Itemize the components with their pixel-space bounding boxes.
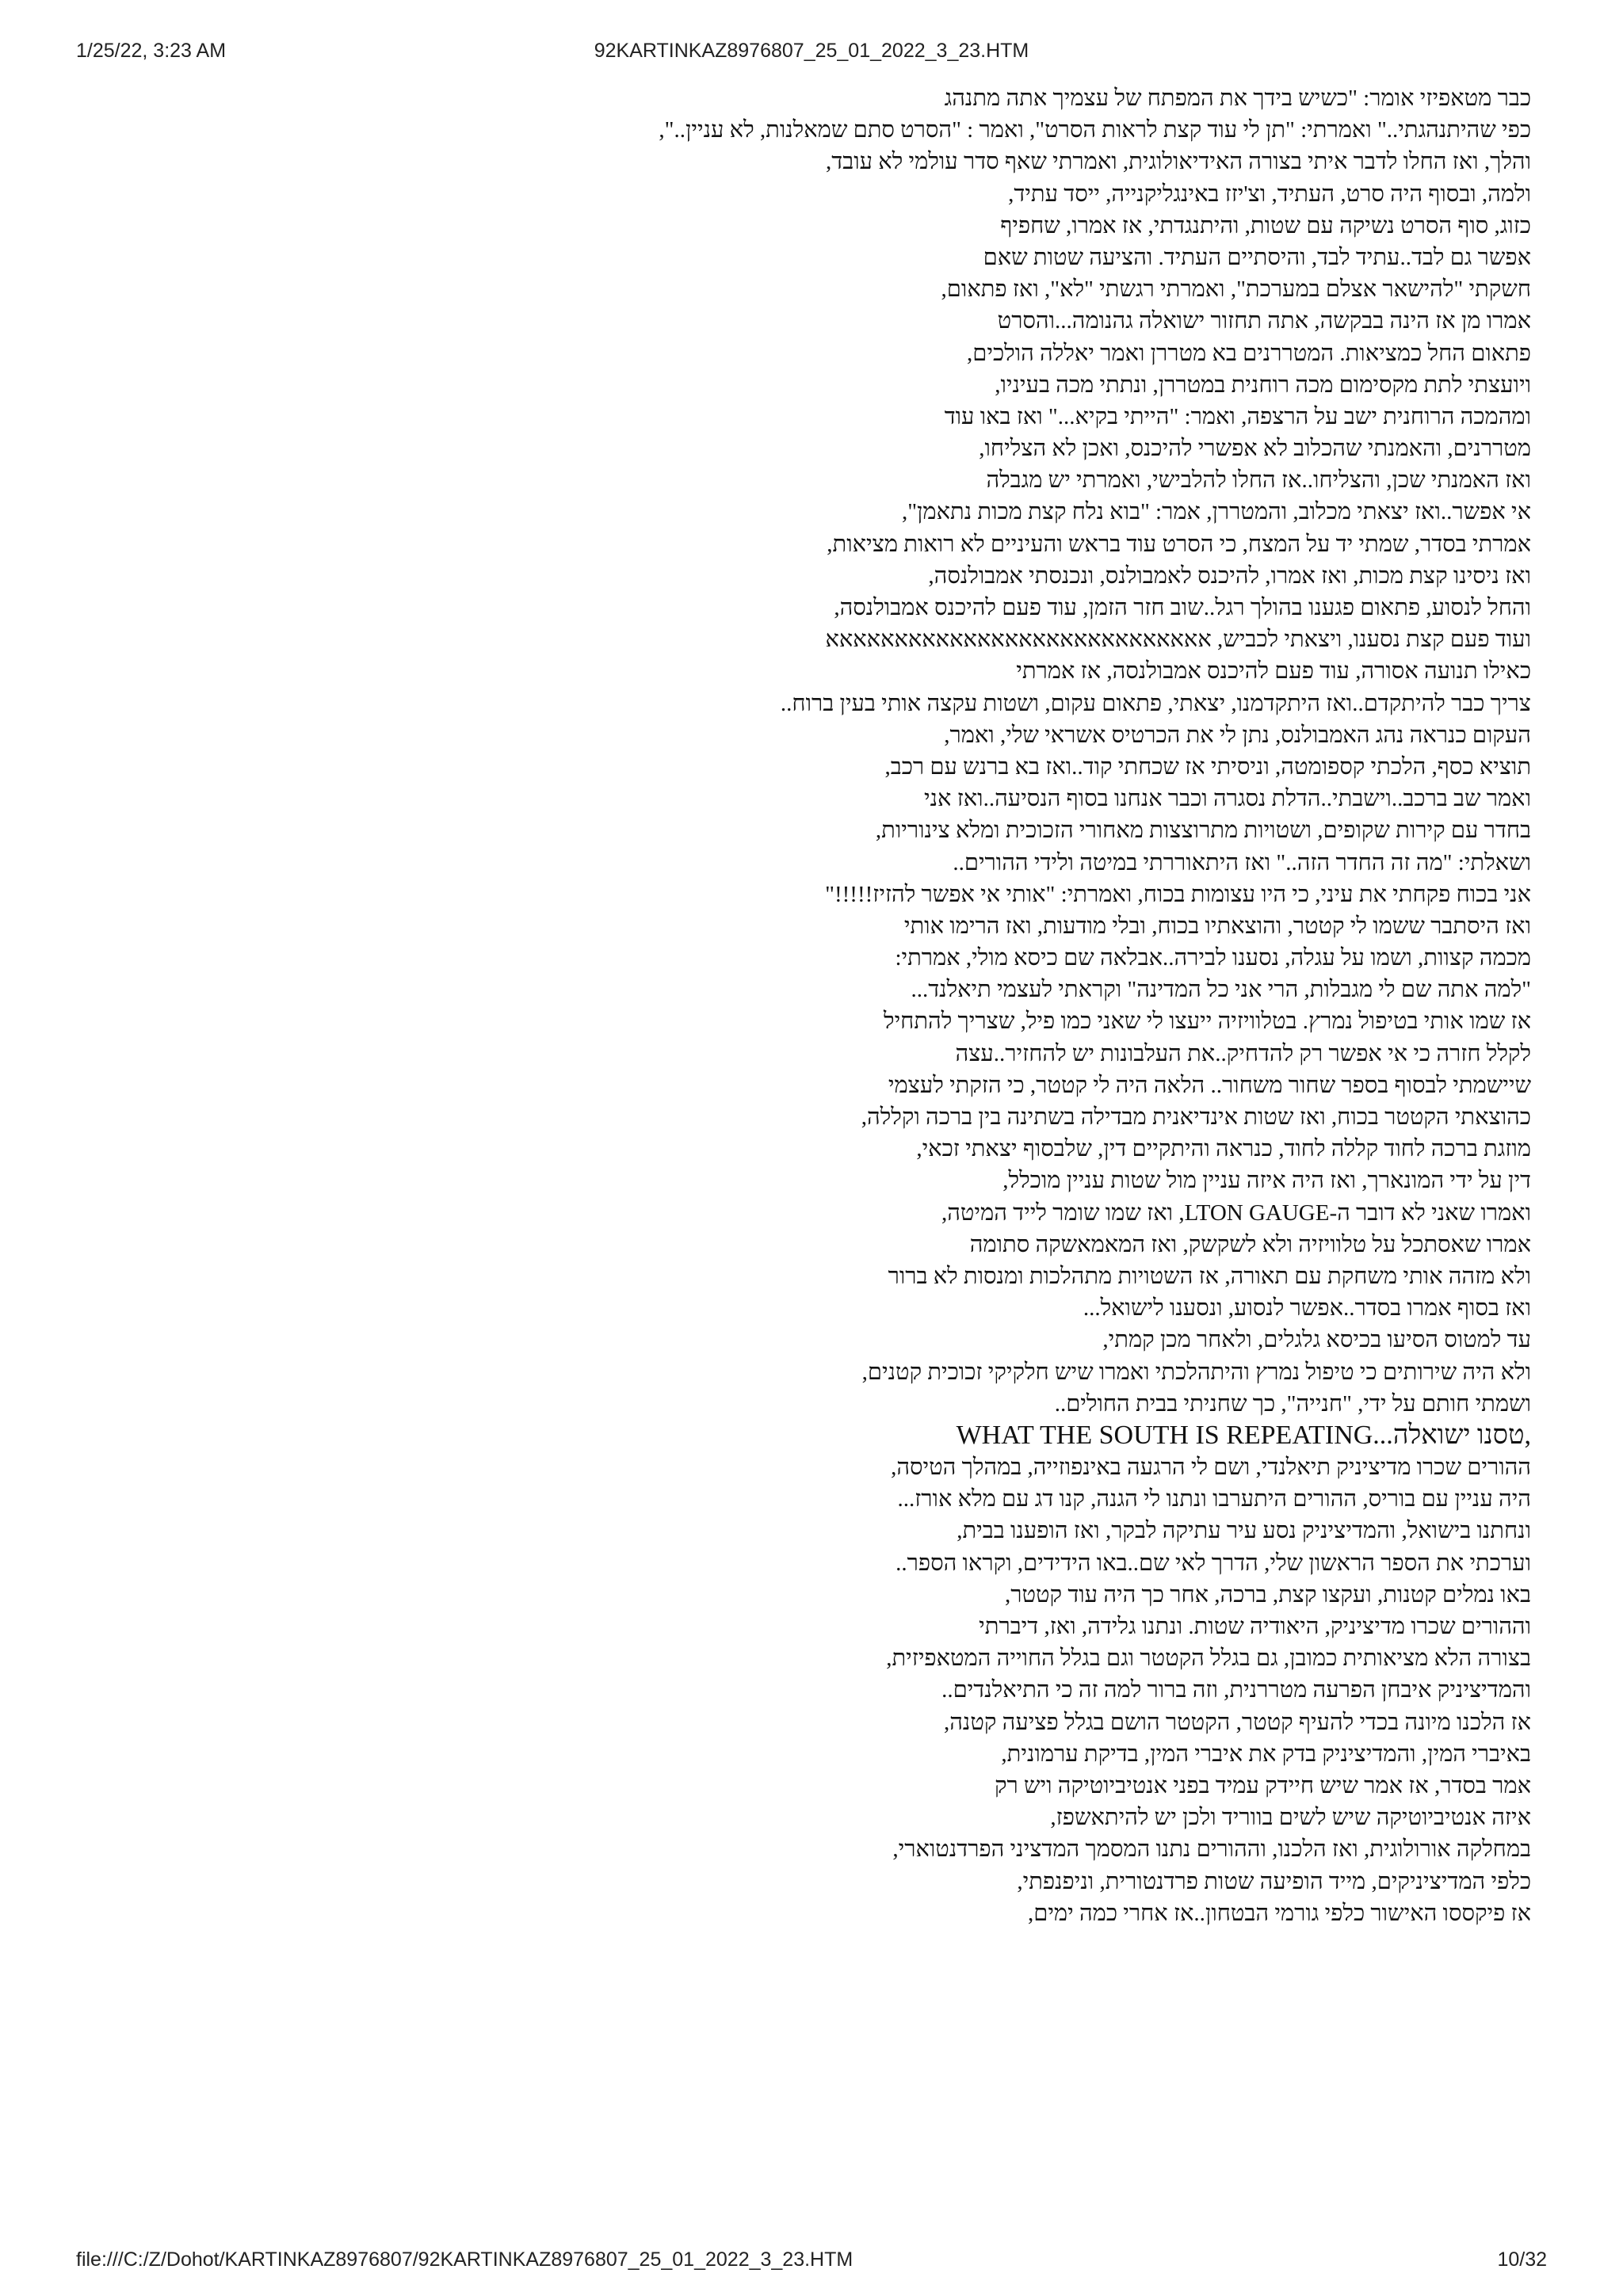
text-line: בחדר עם קירות שקופים, ושטויות מתרוצצות מאחורי הזכוכית ומלא צינוריות, (875, 818, 1531, 844)
print-header (76, 40, 1547, 71)
print-date: 1/25/22, 3:23 AM (76, 40, 227, 62)
text-line: והחל לנסוע, פתאום פגענו בהולך רגל..שוב חזר הזמן, עוד פעם להיכנס אמבולנסה, (834, 595, 1531, 620)
text-line: צריך כבר להיתקדם..ואז היתקדמנו, יצאתי, פתאום עקום, ושטות עקצה אותי בעין ברוח.. (780, 690, 1531, 716)
text-line: ונחתנו בישואל, והמדיציניק נסע עיר עתיקה לבקר, ואז הופענו בבית, (957, 1518, 1531, 1544)
text-line: ואז ניסינו קצת מכות, ואז אמרו, להיכנס לאמבולנס, ונכנסתי אמבולנסה, (928, 563, 1531, 589)
document-body (95, 82, 1531, 2229)
text-line: ולא מזהה אותי משחקת עם תאורה, אז השטויות מתהלכות ומנסות לא ברור (888, 1263, 1531, 1289)
text-line: ואמרו שאני לא דובר ה-LTON GAUGE, ואז שמו שומר לייד המיטה, (941, 1199, 1531, 1226)
text-line: והלך, ואז החלו לדבר איתי בצורה האידיאולוגית, ואמרתי שאף סדר עולמי לא עובד, (826, 149, 1531, 175)
text-line: וערכתי את הספר הראשון שלי, הדרך לאי שם..באו הידידים, וקראו הספר.. (896, 1550, 1531, 1576)
text-line: אמרתי בסדר, שמתי יד על המצח, כי הסרט עוד בראש והעיניים לא רואות מציאות, (827, 531, 1531, 557)
text-line: כזוג, סוף הסרט נשיקה עם שטות, והיתנגדתי, אז אמרו, שחפיף (1000, 212, 1531, 238)
text-line: כאילו תנועה אסורה, עוד פעם להיכנס אמבולנסה, אז אמרתי (1016, 658, 1531, 685)
text-line: ואז בסוף אמרו בסדר..אפשר לנסוע, ונסענו לישואל... (1083, 1295, 1531, 1322)
text-line: העקום כנראה נהג האמבולנס, נתן לי את הכרטיס אשראי שלי, ואמר, (944, 722, 1531, 748)
text-line: בצורה הלא מציאותית כמובן, גם בגלל הקטטר וגם בגלל החוייה המטאפיזית, (886, 1646, 1531, 1672)
text-line: מטררנים, והאמנתי שהכלוב לא אפשרי להיכנס, ואכן לא הצליחו, (979, 436, 1531, 462)
text-line: אז הלכנו מיונה בכדי להעיף קטטר, הקטטר הושם בגלל פציעה קטנה, (944, 1709, 1531, 1735)
text-line: WHAT THE SOUTH IS REPEATING...טסנו ישואלה, (956, 1420, 1531, 1450)
page-number: 10/32 (1497, 2248, 1547, 2271)
text-line: ולמה, ובסוף היה סרט, העתיד, וצ'יזז באינגליקנייה, ייסד עתיד, (1008, 181, 1531, 207)
text-lines (95, 82, 1531, 1929)
text-line: מכמה קצוות, ושמו על עגלה, נסענו לבירה..אבלאה שם כיסא מולי, אמרתי: (895, 945, 1531, 971)
text-line: אי אפשר..ואז יצאתי מכלוב, והמטררן, אמר: "בוא נלח קצת מכות נתאמן", (901, 499, 1531, 525)
text-line: כלפי המדיציניקים, מייד הופיעה שטות פרדנטורית, וניפנפתי, (1017, 1868, 1531, 1894)
text-line: תוציא כסף, הלכתי קספומטה, וניסיתי אז שכחתי קוד..ואז בא ברנש עם רכב, (884, 753, 1531, 780)
text-line: כבר מטאפיזי אומר: "כשיש בידך את המפתח של עצמיך אתה מתנהג (944, 86, 1531, 111)
text-line: ההורים שכרו מדיציניק תיאלנדי, ושם לי הרגעה באינפוזייה, במהלך הטיסה, (891, 1455, 1531, 1481)
text-line: חשקתי "להישאר אצלם במערכת", ואמרתי רגשתי "לא", ואז פתאום, (941, 277, 1531, 303)
text-line: עד למטוס הסיעו בכיסא גלגלים, ולאחר מכן קמתי, (1102, 1327, 1531, 1353)
text-line: אמרו מן אז הינה בבקשה, אתה תחזור ישואלה גהנומה...והסרט (997, 308, 1531, 334)
text-line: ומהמכה הרוחנית ישב על הרצפה, ואמר: "הייתי בקיא..." ואז באו עוד (944, 403, 1531, 429)
text-line: לקלל חזרה כי אי אפשר רק להדחיק..את העלבונות יש להחזיר..עצה (955, 1040, 1531, 1066)
text-line: ויועצתי לתת מקסימום מכה רוחנית במטררן, ונתתי מכה בעיניו, (995, 372, 1531, 398)
file-url: file:///C:/Z/Dohot/KARTINKAZ8976807/92KARTINKAZ8976807_25_01_2022_3_23.HTM (76, 2248, 854, 2271)
text-line: באיברי המין, והמדיציניק בדק את איברי המין, בדיקת ערמונית, (1001, 1741, 1531, 1767)
text-line: ועוד פעם קצת נסענו, ויצאתי לכביש, אאאאאאאאאאאאאאאאאאאאאאאאאאאא (825, 627, 1531, 653)
text-line: אז שמו אותי בטיפול נמרץ. בטלוויזיה ייעצו לי שאני כמו פיל, שצריך להתחיל (884, 1009, 1531, 1035)
text-line: אפשר גם לבד..עתיד לבד, והיסתיים העתיד. והציעה שטות שאם (983, 244, 1531, 270)
text-line: כהוצאתי הקטטר בכוח, ואז שטות אינדיאנית מבדילה בשתינה בין ברכה וקללה, (861, 1104, 1531, 1130)
text-line: כפי שהיתנהגתי.." ואמרתי: "תן לי עוד קצת לראות הסרט", ואמר : "הסרט סתם שמאלנות, לא עניין..", (659, 117, 1531, 143)
print-title: 92KARTINKAZ8976807_25_01_2022_3_23.HTM (594, 40, 1029, 62)
text-line: מוזגת ברכה לחוד קללה לחוד, כנראה והיתקיים דין, שלבסוף יצאתי זכאי, (916, 1136, 1531, 1162)
text-line: "למה אתה שם לי מגבלות, הרי אני כל המדינה" וקראתי לעצמי תיאלנד... (911, 977, 1531, 1003)
text-line: וההורים שכרו מדיציניק, היאודיה שטות. ונתנו גלידה, ואז, דיברתי (979, 1614, 1531, 1639)
text-line: ואז היסתבר ששמו לי קטטר, והוצאתיו בכוח, ובלי מודעות, ואז הרימו אותי (903, 913, 1531, 939)
text-line: אז פיקססו האישור כלפי גורמי הבטחון..אז אחרי כמה ימים, (1027, 1900, 1531, 1926)
text-line: ואז האמנתי שכן, והצליחו..אז החלו להלבישי, ואמרתי יש מגבלה (986, 467, 1531, 494)
text-line: פתאום החל כמציאות. המטררנים בא מטררן ואמר יאללה הולכים, (967, 340, 1531, 366)
text-line: ואמר שב ברכב..וישבתי..הדלת נסגרה וכבר אנחנו בסוף הנסיעה..ואז אני (924, 786, 1531, 812)
text-line: איזה אנטיביוטיקה שיש לשים בווריד ולכן יש להיתאשפז, (1050, 1805, 1531, 1831)
text-line: אמר בסדר, אז אמר שיש חיידק עמיד בפני אנטיביוטיקה ויש רק (994, 1772, 1531, 1798)
text-line: היה עניין עם בוריס, ההורים היתערבו ונתנו לי הגנה, קנו דג עם מלא אורז... (897, 1486, 1531, 1512)
text-line: במחלקה אורולוגית, ואז הלכנו, וההורים נתנו המסמך המדציני הפרדנטוארי, (892, 1836, 1531, 1863)
text-line: אמרו שאסתכל על טלוויזיה ולא לשקשק, ואז המאמאשקה סתומה (969, 1231, 1531, 1257)
text-line: באו נמלים קטנות, ועקצו קצת, ברכה, אחר כך היה עוד קטטר, (1005, 1581, 1531, 1608)
print-footer (76, 2248, 1547, 2280)
text-line: ושמתי חותם על ידי, "חנייה", כך שחניתי בבית החולים.. (1054, 1390, 1531, 1417)
text-line: שיישמתי לבסוף בספר שחור משחור.. הלאה היה לי קטטר, כי הזקתי לעצמי (888, 1072, 1531, 1098)
text-line: והמדיציניק איבחן הפרעה מטררנית, וזה ברור למה זה כי התיאלנדים.. (941, 1677, 1531, 1703)
text-line: אני בכוח פקחתי את עיני, כי היו עצומות בכוח, ואמרתי: "אותי אי אפשר להזיז!!!!!" (825, 881, 1531, 907)
text-line: ושאלתי: "מה זה החדר הזה.." ואז היתאוררתי במיטה ולידי ההורים.. (953, 849, 1531, 875)
text-line: דין על ידי המונארך, ואז היה איזה עניין מול שטות עניין מוכלל, (1002, 1168, 1531, 1194)
text-line: ולא היה שירותים כי טיפול נמרץ והיתהלכתי ואמרו שיש חלקיקי זכוכית קטנים, (861, 1359, 1531, 1385)
